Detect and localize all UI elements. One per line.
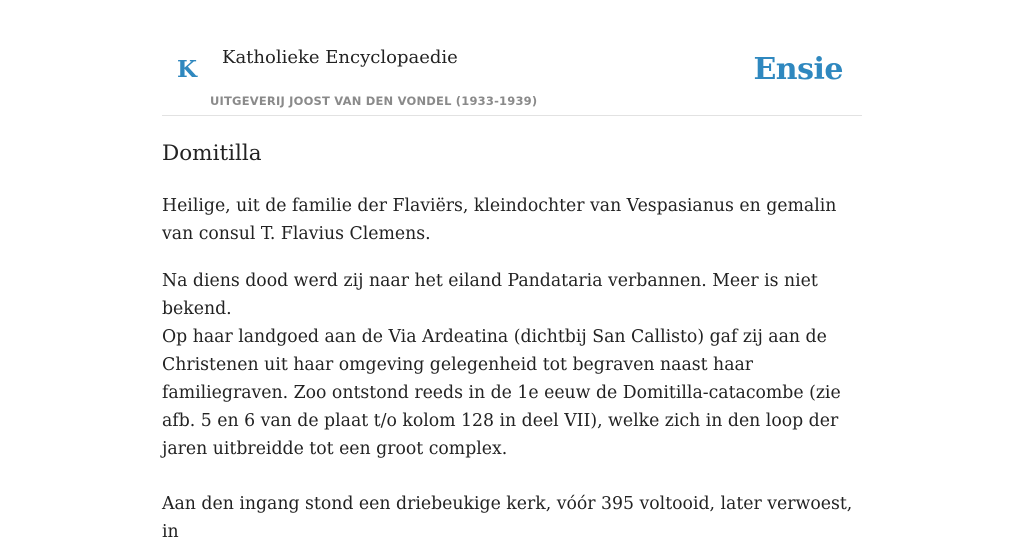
publisher-subtitle: UITGEVERIJ JOOST VAN DEN VONDEL (1933-1939)	[210, 94, 538, 108]
article-title: Domitilla	[162, 141, 262, 166]
article-paragraph: Heilige, uit de familie der Flaviërs, kleindochter van Vespasianus en gemalin van consul T. Flavius Clemens.	[162, 196, 837, 244]
article-paragraph: Op haar landgoed aan de Via Ardeatina (dichtbij San Callisto) gaf zij aan de Christenen uit haar omgeving gelegenheid tot begraven naast haar familiegraven. Zoo ontstond reeds in de 1e eeuw de Domitilla-catacombe (zie afb. 5 en 6 van de plaat t/o kolom 128 in deel VII), welke zich in den loop der jaren uitbreidde tot een groot complex.	[162, 327, 841, 459]
site-header	[162, 0, 862, 116]
ensie-brand-link[interactable]: Ensie	[753, 52, 843, 87]
article-paragraph: Na diens dood werd zij naar het eiland Pandataria verbannen. Meer is niet bekend.	[162, 271, 818, 319]
article-paragraph: Aan den ingang stond een driebeukige kerk, vóór 395 voltooid, later verwoest, in	[162, 494, 853, 542]
site-logo[interactable]: K	[177, 56, 197, 83]
page-container	[162, 0, 862, 542]
site-title-link[interactable]: Katholieke Encyclopaedie	[222, 47, 458, 68]
